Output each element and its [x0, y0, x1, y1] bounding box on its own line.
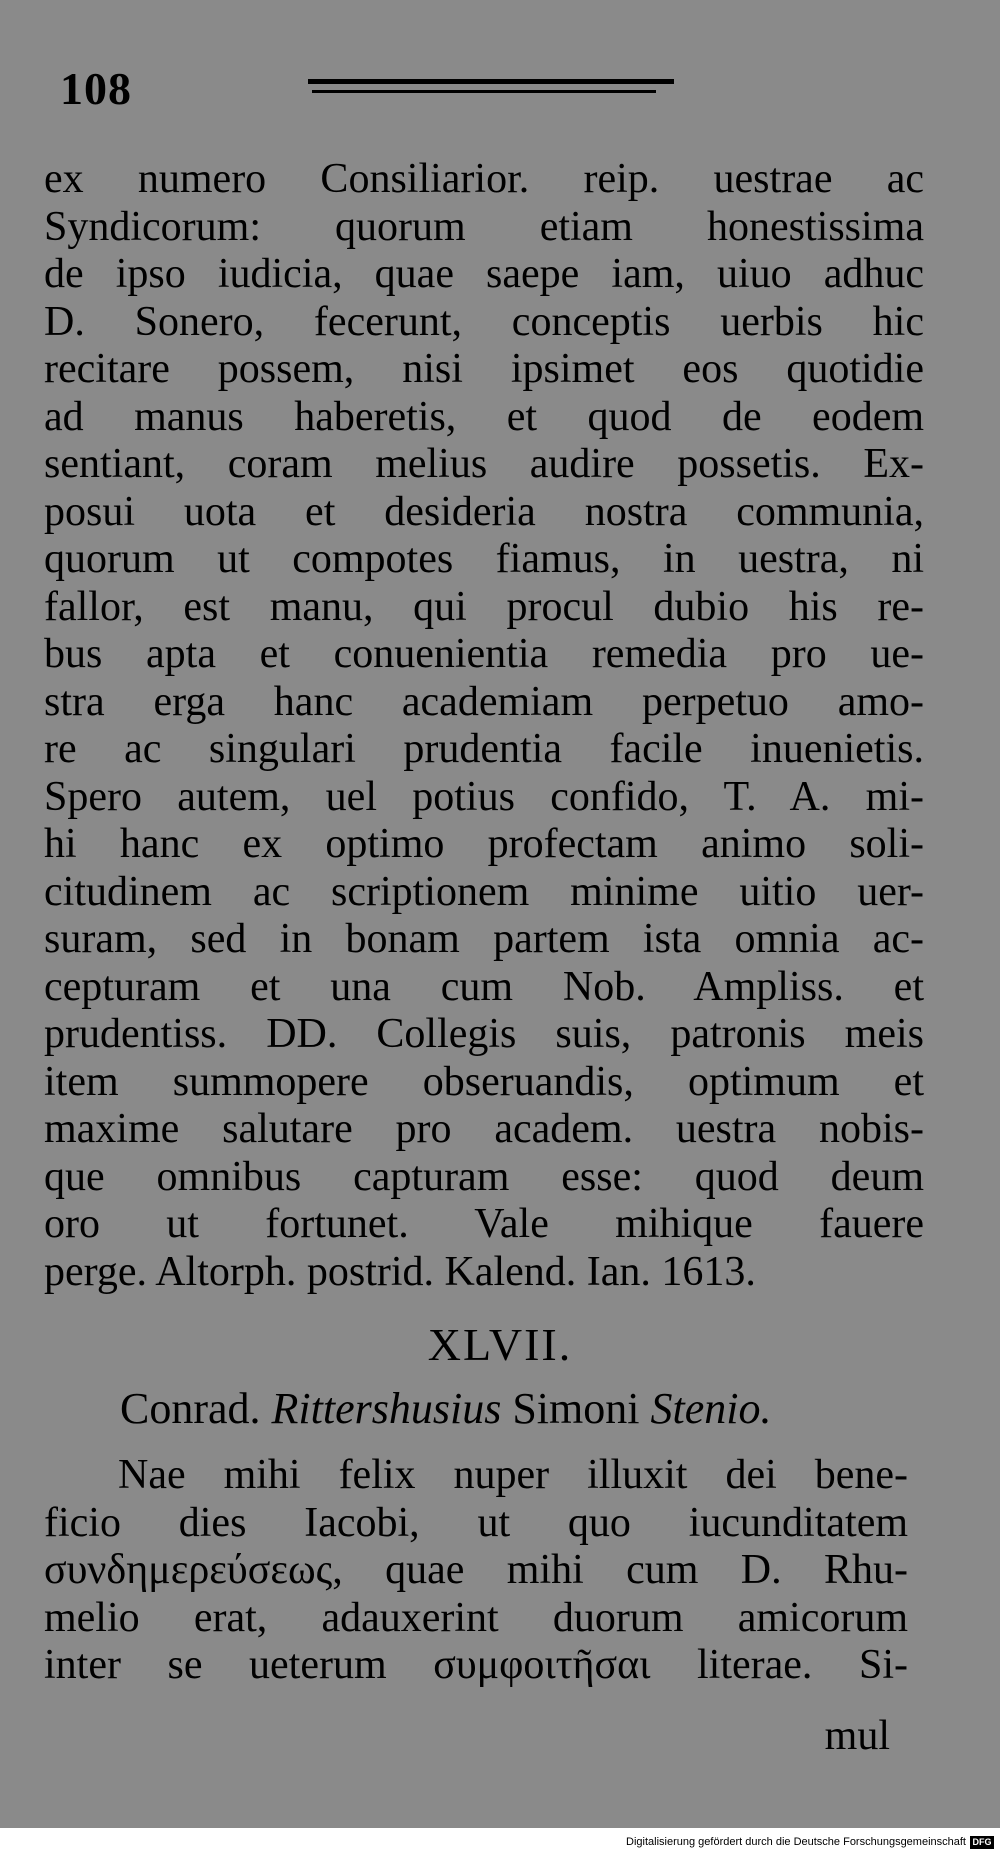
text-line: ad manus haberetis, et quod de eodem [44, 393, 924, 440]
heading-author-name: Rittershusius [271, 1384, 502, 1433]
text-line: ex numero Consiliarior. reip. uestrae ac [44, 156, 924, 202]
footer-credit: Digitalisierung gefördert durch die Deutsche Forschungsgemeinschaft [626, 1836, 966, 1848]
text-line: fallor, est manu, qui procul dubio his re- [44, 583, 924, 630]
text-line: recitare possem, nisi ipsimet eos quotidie [44, 346, 924, 392]
heading-prefix: Conrad. [120, 1384, 261, 1433]
text-line: melio erat, adauxerint duorum amicorum [44, 1594, 908, 1641]
text-line: ficio dies Iacobi, ut quo iucunditatem [44, 1499, 908, 1546]
text-line: Spero autem, uel potius confido, T. A. mi- [44, 773, 924, 820]
section-number: XLVII. [427, 1319, 573, 1370]
text-line: quorum ut compotes fiamus, in uestra, ni [44, 536, 924, 582]
dfg-logo-icon: DFG [970, 1836, 994, 1849]
heading-recipient-name: Stenio. [650, 1384, 772, 1433]
text-line: item summopere obseruandis, optimum et [44, 1058, 924, 1105]
footer-bar [0, 1828, 1000, 1857]
header-rule [308, 79, 674, 84]
header-rule-secondary [312, 90, 656, 93]
text-line: D. Sonero, fecerunt, conceptis uerbis hic [44, 298, 924, 345]
text-line: cepturam et una cum Nob. Ampliss. et [44, 963, 924, 1010]
text-line: inter se ueterum συμφοιτῆσαι literae. Si- [44, 1642, 908, 1688]
text-line: συνδημερεύσεως, quae mihi cum D. Rhu- [44, 1547, 908, 1593]
text-line: Nae mihi felix nuper illuxit dei bene- [118, 1452, 908, 1498]
letter-heading [120, 1383, 771, 1434]
page-number: 108 [60, 63, 132, 114]
text-line: posui uota et desideria nostra communia, [44, 488, 924, 535]
text-line: de ipso iudicia, quae saepe iam, uiuo adhuc [44, 251, 924, 297]
text-line: stra erga hanc academiam perpetuo amo- [44, 678, 924, 725]
text-line: suram, sed in bonam partem ista omnia ac- [44, 916, 924, 962]
letter-text [44, 1452, 908, 1690]
text-line: citudinem ac scriptionem minime uitio uer- [44, 868, 924, 915]
text-line: prudentiss. DD. Collegis suis, patronis meis [44, 1011, 924, 1057]
text-line: bus apta et conuenientia remedia pro ue- [44, 631, 924, 677]
heading-recipient-given: Simoni [512, 1384, 640, 1433]
text-line: Syndicorum: quorum etiam honestissima [44, 203, 924, 250]
text-line: que omnibus capturam esse: quod deum [44, 1153, 924, 1200]
text-line: perge. Altorph. postrid. Kalend. Ian. 1613. [44, 1248, 756, 1295]
text-line: hi hanc ex optimo profectam animo soli- [44, 821, 924, 867]
text-line: re ac singulari prudentia facile inuenietis. [44, 726, 924, 772]
text-line: oro ut fortunet. Vale mihique fauere [44, 1201, 924, 1247]
text-line: sentiant, coram melius audire possetis. Ex- [44, 441, 924, 487]
text-line: maxime salutare pro academ. uestra nobis- [44, 1106, 924, 1152]
catchword: mul [824, 1713, 890, 1759]
body-text [44, 156, 924, 1296]
